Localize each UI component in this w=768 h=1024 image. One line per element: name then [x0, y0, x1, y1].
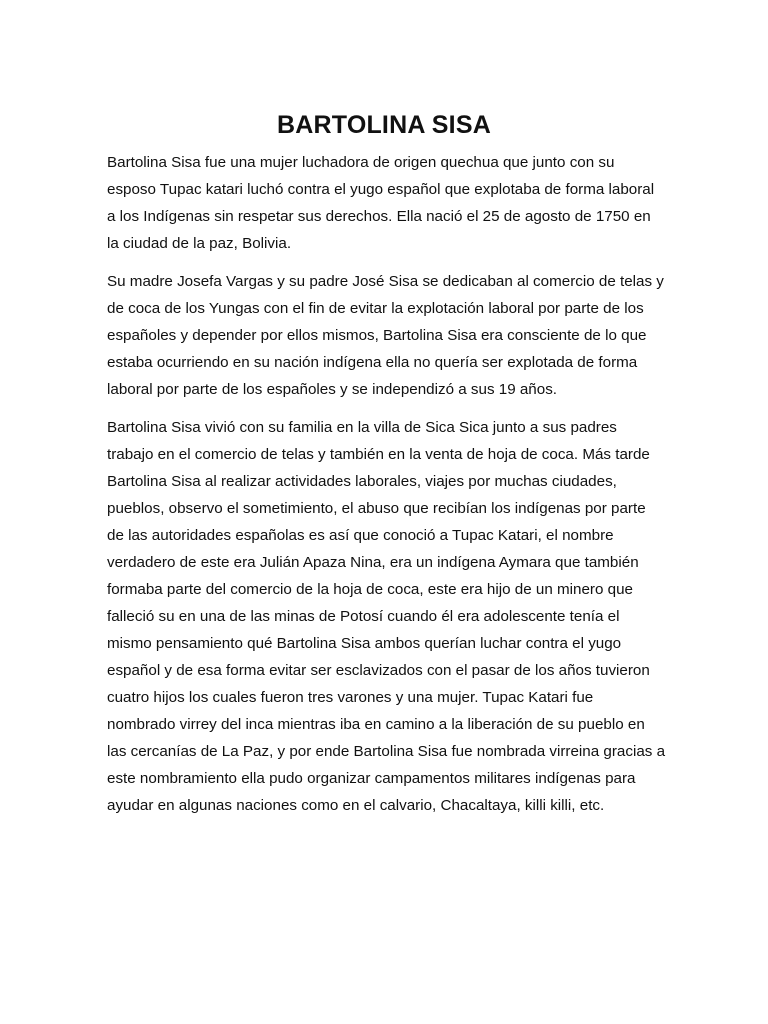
paragraph-3: [107, 414, 677, 819]
paragraph-line: este nombramiento ella pudo organizar campamentos militares indígenas para: [107, 770, 636, 787]
paragraph-2: [107, 268, 677, 403]
paragraph-line: a los Indígenas sin respetar sus derechos. Ella nació el 25 de agosto de 1750 en: [107, 208, 651, 225]
paragraph-line: estaba ocurriendo en su nación indígena ella no quería ser explotada de forma: [107, 354, 638, 371]
paragraph-line: verdadero de este era Julián Apaza Nina, era un indígena Aymara que también: [107, 554, 639, 571]
paragraph-line: ayudar en algunas naciones como en el calvario, Chacaltaya, killi killi, etc.: [107, 797, 605, 814]
paragraph-line: pueblos, observo el sometimiento, el abuso que recibían los indígenas por parte: [107, 500, 646, 517]
paragraph-line: formaba parte del comercio de la hoja de coca, este era hijo de un minero que: [107, 581, 633, 598]
paragraph-line: esposo Tupac katari luchó contra el yugo español que explotaba de forma laboral: [107, 181, 655, 198]
paragraph-line: laboral por parte de los españoles y se independizó a sus 19 años.: [107, 381, 558, 398]
paragraph-line: Su madre Josefa Vargas y su padre José Sisa se dedicaban al comercio de telas y: [107, 273, 664, 290]
paragraph-line: de coca de los Yungas con el fin de evitar la explotación laboral por parte de los: [107, 300, 644, 317]
paragraph-line: españoles y depender por ellos mismos, Bartolina Sisa era consciente de lo que: [107, 327, 647, 344]
paragraph-line: trabajo en el comercio de telas y también en la venta de hoja de coca. Más tarde: [107, 446, 650, 463]
paragraph-line: Bartolina Sisa vivió con su familia en la villa de Sica Sica junto a sus padres: [107, 419, 617, 436]
paragraph-line: cuatro hijos los cuales fueron tres varones y una mujer. Tupac Katari fue: [107, 689, 594, 706]
paragraph-line: Bartolina Sisa fue una mujer luchadora de origen quechua que junto con su: [107, 154, 615, 171]
paragraph-line: mismo pensamiento qué Bartolina Sisa ambos querían luchar contra el yugo: [107, 635, 622, 652]
paragraph-line: nombrado virrey del inca mientras iba en camino a la liberación de su pueblo en: [107, 716, 645, 733]
paragraph-line: falleció su en una de las minas de Potosí cuando él era adolescente tenía el: [107, 608, 620, 625]
paragraph-line: las cercanías de La Paz, y por ende Bartolina Sisa fue nombrada virreina gracias a: [107, 743, 666, 760]
paragraph-line: español y de esa forma evitar ser esclavizados con el pasar de los años tuvieron: [107, 662, 650, 679]
document-title: BARTOLINA SISA: [277, 111, 491, 139]
paragraph-line: la ciudad de la paz, Bolivia.: [107, 235, 292, 252]
paragraph-1: [107, 149, 677, 257]
document-body: [107, 149, 677, 830]
paragraph-line: Bartolina Sisa al realizar actividades laborales, viajes por muchas ciudades,: [107, 473, 617, 490]
paragraph-line: de las autoridades españolas es así que conoció a Tupac Katari, el nombre: [107, 527, 614, 544]
